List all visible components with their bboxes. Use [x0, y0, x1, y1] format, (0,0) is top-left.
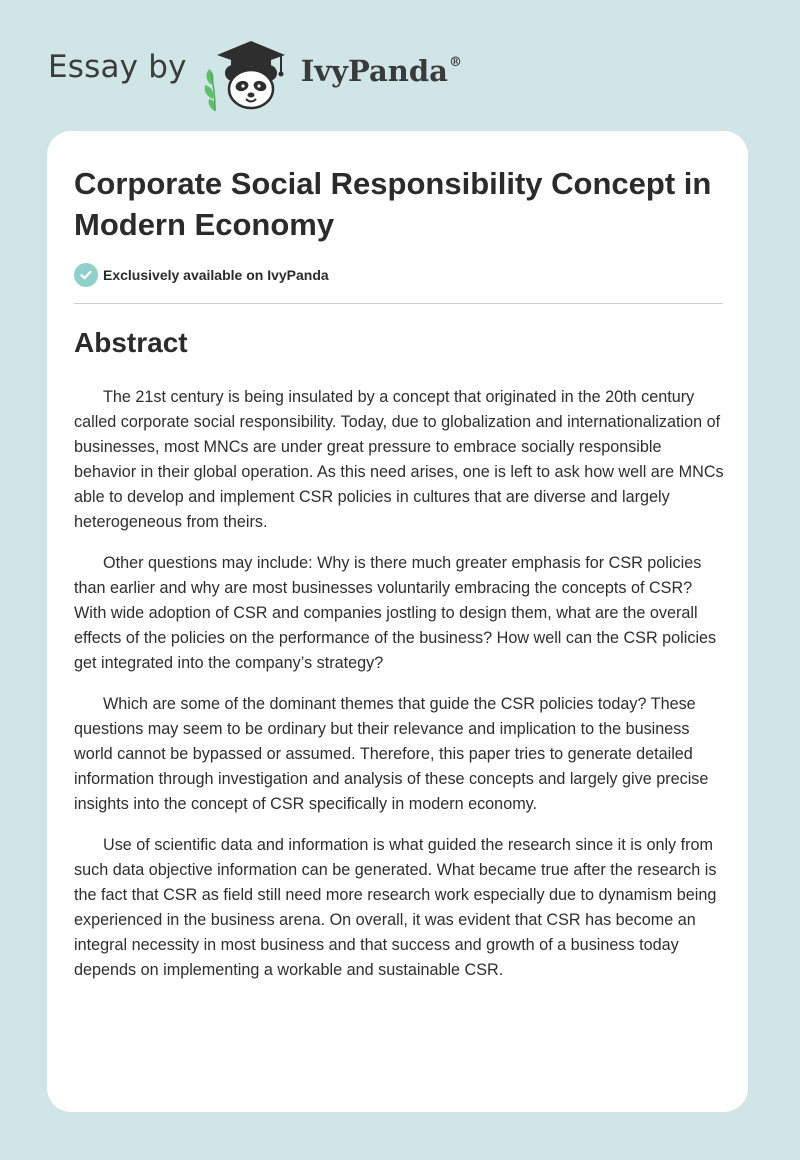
paragraph: Other questions may include: Why is there much greater emphasis for CSR policies than earlier and why are most businesses voluntarily embracing the concepts of CSR? With wide adoption of CSR and companies jostling to design them, what are the overall effects of the policies on the performance of the business? How well can the CSR policies get integrated into the company’s strategy? [74, 554, 717, 672]
divider [74, 303, 723, 304]
brand-logo-text[interactable]: IvyPanda® [300, 54, 462, 88]
abstract-body [74, 385, 726, 999]
paragraph: The 21st century is being insulated by a concept that originated in the 20th century called corporate social responsibility. Today, due to globalization and internationalization of businesses, most MNCs are under great pressure to embrace socially responsible behavior in their global operation. As this need arises, one is left to ask how well are MNCs able to develop and implement CSR policies in cultures that are diverse and largely heterogeneous from theirs. [74, 388, 724, 531]
registered-mark: ® [448, 55, 462, 71]
paragraph: Which are some of the dominant themes that guide the CSR policies today? These questions may seem to be ordinary but their relevance and implication to the business world cannot be bypassed or assumed. Therefore, this paper tries to generate detailed information through investigation and analysis of these concepts and largely give precise insights into the concept of CSR specifically in modern economy. [74, 695, 709, 813]
essay-by-label: Essay by [48, 49, 187, 85]
site-header [48, 30, 462, 116]
exclusive-badge [74, 263, 329, 287]
page-title: Corporate Social Responsibility Concept in Modern Economy [74, 166, 712, 242]
paragraph: Use of scientific data and information is what guided the research since it is only from such data objective information can be generated. What became true after the research is the fact that CSR as field still need more research work especially due to dynamism being experienced in the business arena. On overall, it was evident that CSR has become an integral necessity in most business and that success and growth of a business today depends on implementing a workable and sustainable CSR. [74, 836, 717, 979]
check-circle-icon [74, 263, 98, 287]
essay-card [47, 131, 748, 1112]
exclusive-badge-label: Exclusively available on IvyPanda [103, 267, 329, 283]
ivy-leaf-icon [204, 69, 215, 111]
section-heading-abstract: Abstract [74, 327, 188, 358]
panda-graduate-icon [201, 33, 297, 113]
